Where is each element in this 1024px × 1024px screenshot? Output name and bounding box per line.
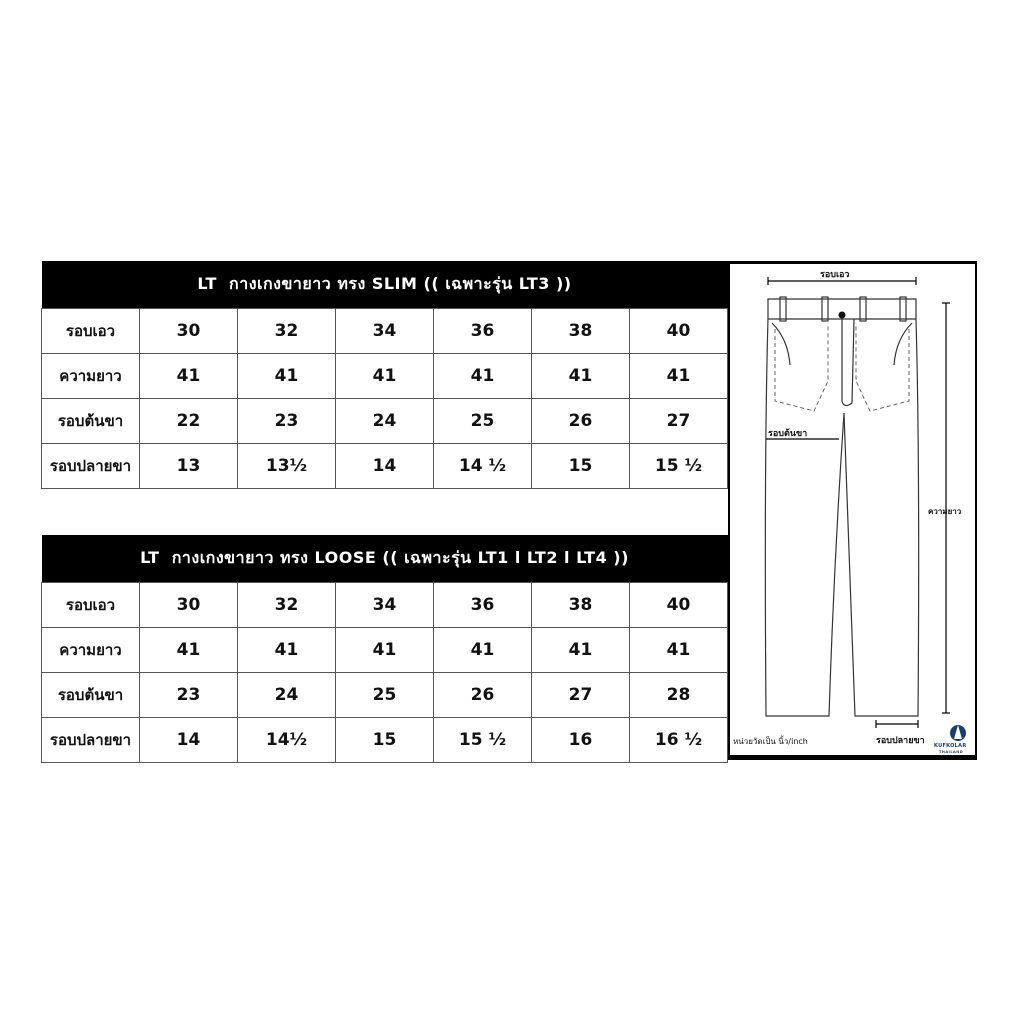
table-cell: 38 — [532, 309, 630, 354]
row-label-hem: รอบปลายขา — [42, 444, 140, 489]
table-cell: 34 — [336, 309, 434, 354]
table-row — [42, 673, 728, 718]
length-measure-label: ความยาว — [928, 507, 962, 516]
table-cell: 41 — [140, 354, 238, 399]
table-cell: 15 ½ — [630, 444, 728, 489]
table-cell: 16 ½ — [630, 718, 728, 763]
brand-subtitle: THAILAND — [939, 750, 964, 754]
table-cell: 36 — [434, 309, 532, 354]
table-cell: 24 — [336, 399, 434, 444]
loose-table-title: LT กางเกงขายาว ทรง LOOSE (( เฉพาะรุ่น LT1 l LT2 l LT4 )) — [42, 535, 728, 583]
table-row — [42, 628, 728, 673]
table-cell: 41 — [238, 354, 336, 399]
kufkolar-logo-icon — [950, 725, 966, 741]
table-cell: 32 — [238, 583, 336, 628]
table-cell: 30 — [140, 583, 238, 628]
table-cell: 40 — [630, 583, 728, 628]
thigh-measure-label: รอบต้นขา — [768, 429, 808, 439]
table-cell: 41 — [336, 354, 434, 399]
table-cell: 14½ — [238, 718, 336, 763]
row-label-thigh: รอบต้นขา — [42, 399, 140, 444]
table-cell: 36 — [434, 583, 532, 628]
loose-size-table — [41, 535, 728, 763]
table-cell: 41 — [336, 628, 434, 673]
row-label-hem: รอบปลายขา — [42, 718, 140, 763]
table-cell: 14 — [140, 718, 238, 763]
table-cell: 26 — [532, 399, 630, 444]
table-cell: 28 — [630, 673, 728, 718]
pants-measurement-diagram — [728, 261, 977, 760]
table-cell: 27 — [630, 399, 728, 444]
table-cell: 14 — [336, 444, 434, 489]
table-cell: 13 — [140, 444, 238, 489]
table-row — [42, 583, 728, 628]
brand-name: KUFKOLAR — [934, 743, 967, 749]
table-cell: 32 — [238, 309, 336, 354]
row-label-waist: รอบเอว — [42, 583, 140, 628]
table-cell: 15 — [532, 444, 630, 489]
table-cell: 25 — [336, 673, 434, 718]
table-cell: 41 — [630, 354, 728, 399]
table-cell: 41 — [630, 628, 728, 673]
table-cell: 23 — [238, 399, 336, 444]
table-cell: 27 — [532, 673, 630, 718]
slim-table-title: LT กางเกงขายาว ทรง SLIM (( เฉพาะรุ่น LT3 )) — [42, 261, 728, 309]
row-label-length: ความยาว — [42, 628, 140, 673]
unit-note: หน่วยวัดเป็น นิ้ว/inch — [733, 737, 808, 746]
table-cell: 38 — [532, 583, 630, 628]
table-cell: 41 — [238, 628, 336, 673]
table-cell: 41 — [532, 628, 630, 673]
table-cell: 23 — [140, 673, 238, 718]
slim-size-table — [41, 261, 728, 489]
button-icon — [839, 312, 846, 319]
table-cell: 41 — [434, 628, 532, 673]
table-cell: 22 — [140, 399, 238, 444]
table-cell: 26 — [434, 673, 532, 718]
table-row — [42, 399, 728, 444]
table-cell: 34 — [336, 583, 434, 628]
table-row — [42, 444, 728, 489]
row-label-waist: รอบเอว — [42, 309, 140, 354]
waist-measure-label: รอบเอว — [820, 270, 850, 280]
table-cell: 24 — [238, 673, 336, 718]
table-cell: 41 — [532, 354, 630, 399]
table-cell: 41 — [140, 628, 238, 673]
row-label-length: ความยาว — [42, 354, 140, 399]
table-row — [42, 718, 728, 763]
table-cell: 15 ½ — [434, 718, 532, 763]
table-row — [42, 354, 728, 399]
row-label-thigh: รอบต้นขา — [42, 673, 140, 718]
table-cell: 25 — [434, 399, 532, 444]
table-cell: 15 — [336, 718, 434, 763]
table-cell: 13½ — [238, 444, 336, 489]
table-cell: 14 ½ — [434, 444, 532, 489]
table-cell: 16 — [532, 718, 630, 763]
table-row — [42, 309, 728, 354]
table-cell: 30 — [140, 309, 238, 354]
table-cell: 40 — [630, 309, 728, 354]
table-cell: 41 — [434, 354, 532, 399]
hem-measure-label: รอบปลายขา — [876, 736, 925, 746]
